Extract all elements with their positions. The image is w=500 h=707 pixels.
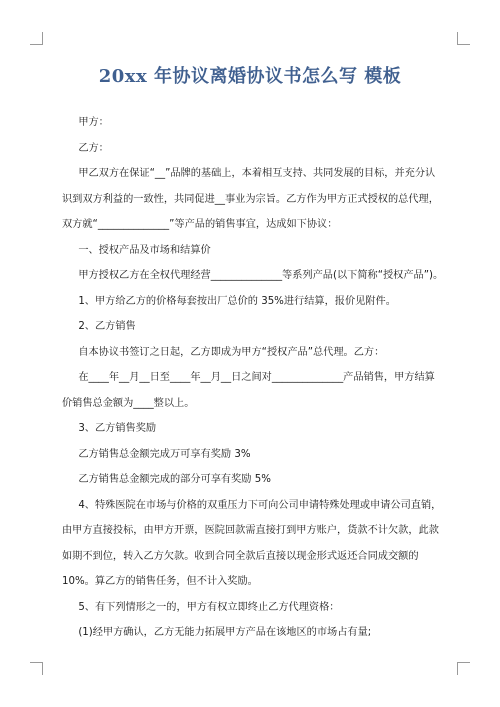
reward-line-1: 乙方销售总金额完成万可享有奖励 3% <box>78 448 251 460</box>
clause-5-item-1: (1)经甲方确认，乙方无能力拓展甲方产品在该地区的市场占有量; <box>78 627 372 638</box>
clause-2-paragraph: 自本协议书签订之日起，乙方即成为甲方“授权产品”总代理。乙方： <box>78 346 385 358</box>
document-body <box>62 110 444 646</box>
document-title: 20xx 年协议离婚协议书怎么写 模板 <box>98 66 402 87</box>
section-heading-1: 一、授权产品及市场和结算价 <box>78 244 211 256</box>
clause-3-heading: 3、乙方销售奖励 <box>78 423 157 434</box>
party-b-line: 乙方： <box>78 142 109 154</box>
preamble-paragraph: 甲乙双方在保证“__”品牌的基础上，本着相互支持、共同发展的目标，并充分认识到双方利益的一致性，共同促进__事业为宗旨。乙方作为甲方正式授权的总代理，双方就“______________”等产品的销售事宜，达成如下协议： <box>62 168 439 230</box>
authorization-paragraph: 甲方授权乙方在全权代理经营______________等系列产品(以下简称“授权产品”)。 <box>78 270 444 281</box>
clause-4-paragraph: 4、特殊医院在市场与价格的双重压力下可向公司申请特殊处理或申请公司直销，由甲方直接投标，由甲方开票，医院回款需直接打到甲方账户，货款不计欠款，此款如期不到位，转入乙方欠款。收到合同全款后直接以现金形式返还合同成交额的 10%。算乙方的销售任务，但不计入奖励。 <box>62 499 442 587</box>
clause-2-heading: 2、乙方销售 <box>78 321 136 332</box>
crop-mark-top-right <box>457 32 470 45</box>
clause-1: 1、甲方给乙方的价格每套按出厂总价的 35%进行结算，报价见附件。 <box>78 295 396 307</box>
party-a-line: 甲方： <box>78 117 109 128</box>
crop-mark-bottom-right <box>457 662 470 675</box>
crop-mark-bottom-left <box>30 662 43 675</box>
reward-line-2: 乙方销售总金额完成的部分可享有奖励 5% <box>78 474 271 485</box>
clause-2-period: 在____年__月__日至____年__月__日之间对______________产品销售，甲方结算价销售总金额为____整以上。 <box>62 372 435 409</box>
clause-5-heading: 5、有下列情形之一的，甲方有权立即终止乙方代理资格： <box>78 601 340 613</box>
crop-mark-top-left <box>30 32 43 45</box>
